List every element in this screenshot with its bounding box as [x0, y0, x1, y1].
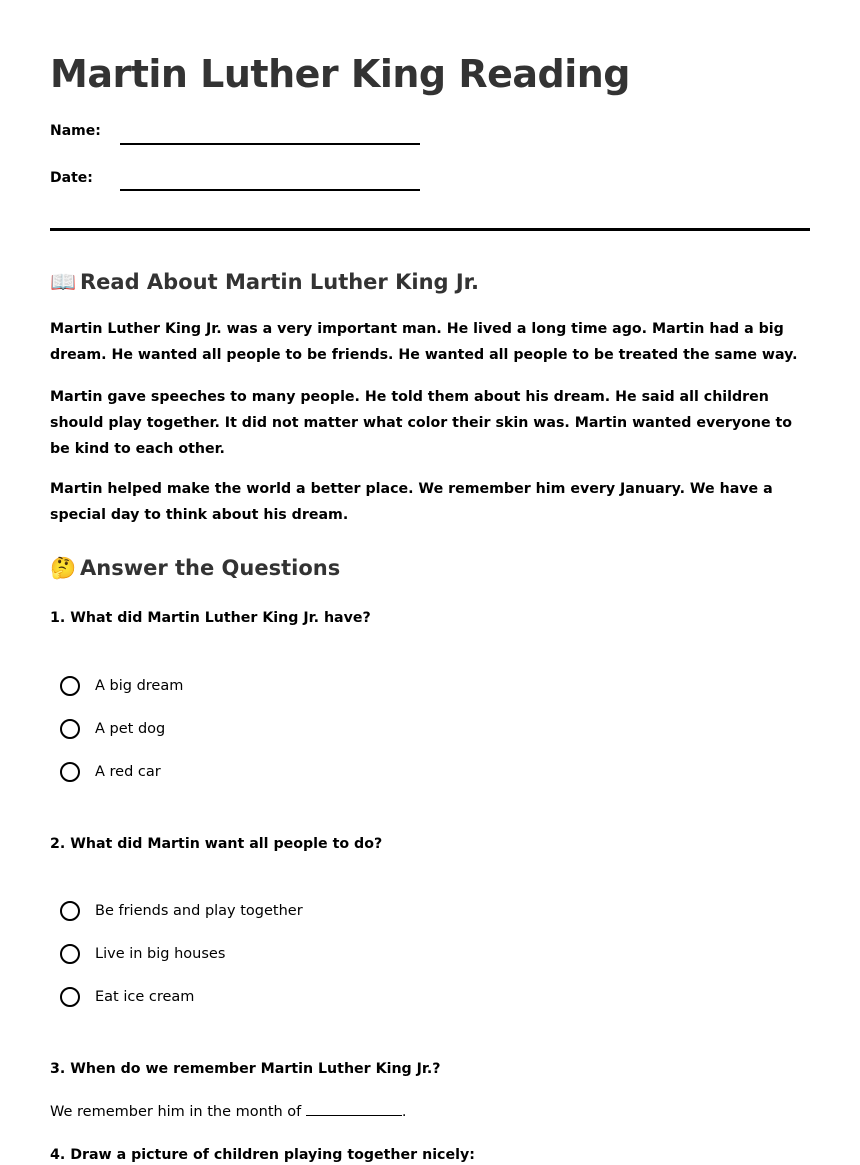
question-2: 2. What did Martin want all people to do?: [50, 836, 383, 852]
date-field[interactable]: [120, 189, 420, 191]
section-divider: [50, 228, 810, 231]
q2-option-ice-cream[interactable]: [60, 984, 194, 1010]
q3-prompt-text: We remember him in the month of: [50, 1104, 306, 1120]
option-label: A big dream: [95, 678, 184, 694]
radio-button[interactable]: [60, 944, 80, 964]
q1-option-pet-dog[interactable]: [60, 716, 165, 742]
q2-option-big-houses[interactable]: [60, 941, 225, 967]
q2-option-be-friends[interactable]: [60, 898, 303, 924]
date-label: Date:: [50, 170, 93, 186]
thinking-face-icon: 🤔: [50, 556, 77, 580]
reading-paragraph-3: Martin helped make the world a better place. We remember him every January. We have a special day to think about his dream.: [50, 481, 773, 523]
reading-heading-text: Read About Martin Luther King Jr.: [80, 270, 480, 294]
radio-button[interactable]: [60, 719, 80, 739]
radio-button[interactable]: [60, 676, 80, 696]
option-label: Be friends and play together: [95, 903, 303, 919]
question-4: 4. Draw a picture of children playing together nicely:: [50, 1147, 475, 1163]
reading-heading: [50, 268, 479, 296]
option-label: A pet dog: [95, 721, 166, 737]
radio-button[interactable]: [60, 901, 80, 921]
q1-option-big-dream[interactable]: [60, 673, 183, 699]
questions-heading-text: Answer the Questions: [80, 556, 341, 580]
radio-button[interactable]: [60, 762, 80, 782]
option-label: A red car: [95, 764, 161, 780]
question-3: 3. When do we remember Martin Luther King Jr.?: [50, 1061, 441, 1077]
q3-fill-in-sentence: [50, 1101, 407, 1122]
name-label: Name:: [50, 123, 101, 139]
option-label: Eat ice cream: [95, 989, 195, 1005]
option-label: Live in big houses: [95, 946, 226, 962]
name-field[interactable]: [120, 143, 420, 145]
open-book-icon: 📖: [50, 270, 77, 294]
q3-prompt-end: .: [401, 1104, 407, 1120]
q1-option-red-car[interactable]: [60, 759, 161, 785]
q3-answer-blank[interactable]: [306, 1101, 402, 1116]
reading-paragraph-2: Martin gave speeches to many people. He told them about his dream. He said all children should play together. It did not matter what color their skin was. Martin wanted everyone to be kind to each other.: [50, 389, 793, 457]
reading-paragraph-1: Martin Luther King Jr. was a very important man. He lived a long time ago. Martin had a big dream. He wanted all people to be friends. He wanted all people to be treated the same way.: [50, 321, 798, 363]
questions-heading: [50, 554, 340, 582]
page-title: Martin Luther King Reading: [50, 52, 631, 96]
question-1: 1. What did Martin Luther King Jr. have?: [50, 610, 371, 626]
radio-button[interactable]: [60, 987, 80, 1007]
